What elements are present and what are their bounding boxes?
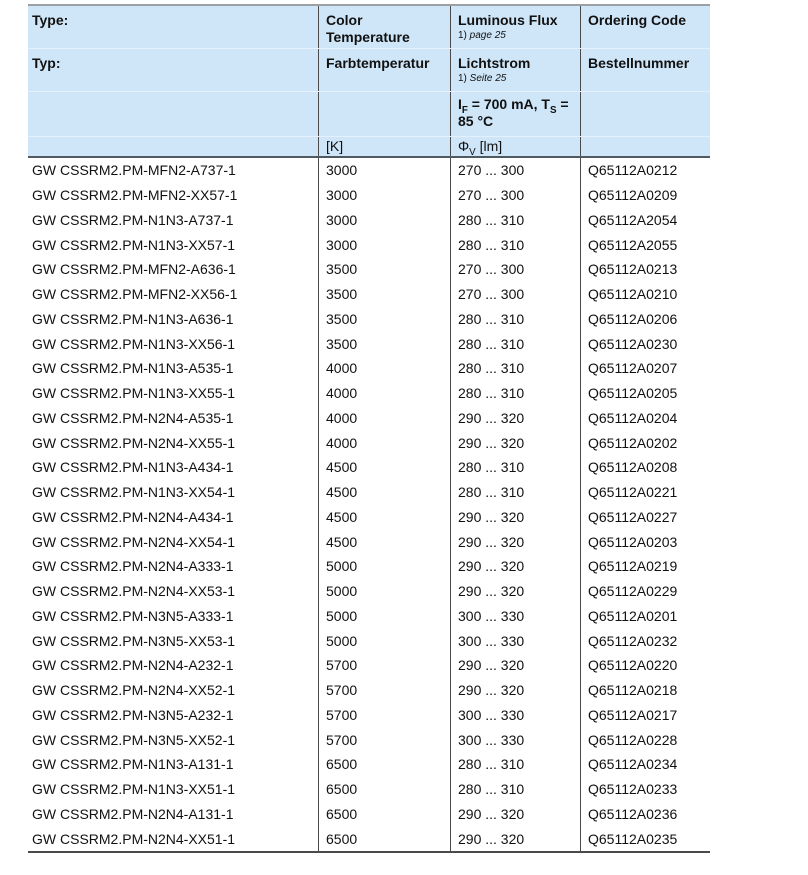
cell-color-temperature: 4000 [318, 356, 450, 381]
cell-color-temperature: 4000 [318, 430, 450, 455]
table-row [28, 381, 710, 406]
table-row [28, 678, 710, 703]
cell-color-temperature: 3000 [318, 158, 450, 183]
cell-ordering-code: Q65112A0234 [580, 752, 710, 777]
cell-luminous-flux: 280 ... 310 [450, 455, 580, 480]
cell-color-temperature: 6500 [318, 752, 450, 777]
cell-type: GW CSSRM2.PM-N2N4-A434-1 [32, 508, 234, 525]
table-row [28, 628, 710, 653]
cell-luminous-flux: 300 ... 330 [450, 727, 580, 752]
table-row [28, 579, 710, 604]
cell-color-temperature: 3500 [318, 331, 450, 356]
table-row [28, 752, 710, 777]
header-empty-cell [318, 92, 450, 136]
cell-luminous-flux: 280 ... 310 [450, 777, 580, 802]
cell-luminous-flux: 270 ... 300 [450, 282, 580, 307]
cell-ordering-code: Q65112A0217 [580, 703, 710, 728]
header-empty-cell [28, 92, 318, 136]
cell-type: GW CSSRM2.PM-N1N3-XX56-1 [32, 335, 236, 352]
cell-type: GW CSSRM2.PM-MFN2-XX56-1 [32, 286, 238, 303]
header-empty-cell [28, 137, 318, 156]
cell-type: GW CSSRM2.PM-N3N5-A232-1 [32, 706, 234, 723]
cell-luminous-flux: 280 ... 310 [450, 752, 580, 777]
footnote-ref: 1) [458, 72, 470, 84]
table-row [28, 802, 710, 827]
cell-color-temperature: 4500 [318, 505, 450, 530]
cell-color-temperature: 3500 [318, 282, 450, 307]
cell-type: GW CSSRM2.PM-N2N4-XX51-1 [32, 830, 236, 847]
cell-color-temperature: 5700 [318, 703, 450, 728]
table-row [28, 826, 710, 851]
header-luminous-flux-en-title: Luminous Flux [458, 12, 558, 28]
cell-color-temperature: 3000 [318, 183, 450, 208]
table-row [28, 158, 710, 183]
header-color-temperature-en: Color Temperature [318, 6, 450, 48]
cell-luminous-flux: 290 ... 320 [450, 554, 580, 579]
cell-ordering-code: Q65112A0235 [580, 826, 710, 851]
cell-type: GW CSSRM2.PM-N1N3-XX55-1 [32, 385, 236, 402]
cell-color-temperature: 4500 [318, 480, 450, 505]
cell-luminous-flux: 270 ... 300 [450, 257, 580, 282]
table-row [28, 777, 710, 802]
cell-luminous-flux: 270 ... 300 [450, 158, 580, 183]
cell-ordering-code: Q65112A0221 [580, 480, 710, 505]
condition-subscript: S [549, 104, 557, 116]
product-ordering-table [28, 4, 710, 853]
cell-ordering-code: Q65112A0206 [580, 307, 710, 332]
table-row [28, 505, 710, 530]
table-row [28, 480, 710, 505]
cell-ordering-code: Q65112A0203 [580, 529, 710, 554]
cell-luminous-flux: 290 ... 320 [450, 529, 580, 554]
table-row [28, 307, 710, 332]
cell-type: GW CSSRM2.PM-N1N3-A535-1 [32, 360, 234, 377]
cell-ordering-code: Q65112A0210 [580, 282, 710, 307]
cell-type: GW CSSRM2.PM-N3N5-XX53-1 [32, 632, 236, 649]
header-row-conditions [28, 91, 710, 136]
cell-ordering-code: Q65112A0230 [580, 331, 710, 356]
cell-type: GW CSSRM2.PM-N1N3-A434-1 [32, 459, 234, 476]
cell-ordering-code: Q65112A0207 [580, 356, 710, 381]
cell-color-temperature: 5000 [318, 554, 450, 579]
cell-luminous-flux: 280 ... 310 [450, 480, 580, 505]
phi-subscript: V [469, 146, 476, 158]
header-luminous-flux-en [450, 6, 580, 48]
cell-type: GW CSSRM2.PM-MFN2-XX57-1 [32, 187, 238, 204]
cell-type: GW CSSRM2.PM-N1N3-XX51-1 [32, 781, 236, 798]
table-row [28, 232, 710, 257]
table-row [28, 455, 710, 480]
cell-type: GW CSSRM2.PM-N2N4-A131-1 [32, 805, 234, 822]
cell-luminous-flux: 270 ... 300 [450, 183, 580, 208]
cell-luminous-flux: 300 ... 330 [450, 628, 580, 653]
condition-text: = 700 mA, T [467, 96, 550, 112]
cell-luminous-flux: 290 ... 320 [450, 430, 580, 455]
cell-ordering-code: Q65112A0208 [580, 455, 710, 480]
cell-type: GW CSSRM2.PM-N1N3-A131-1 [32, 756, 234, 773]
cell-color-temperature: 4500 [318, 529, 450, 554]
cell-ordering-code: Q65112A0219 [580, 554, 710, 579]
cell-luminous-flux: 280 ... 310 [450, 307, 580, 332]
cell-ordering-code: Q65112A0229 [580, 579, 710, 604]
cell-color-temperature: 5000 [318, 604, 450, 629]
table-row [28, 282, 710, 307]
cell-ordering-code: Q65112A0236 [580, 802, 710, 827]
cell-type: GW CSSRM2.PM-N1N3-XX57-1 [32, 236, 236, 253]
cell-luminous-flux: 290 ... 320 [450, 579, 580, 604]
table-header [28, 6, 710, 158]
cell-ordering-code: Q65112A0233 [580, 777, 710, 802]
cell-color-temperature: 5000 [318, 628, 450, 653]
table-row [28, 356, 710, 381]
cell-ordering-code: Q65112A0201 [580, 604, 710, 629]
header-luminous-flux-de-title: Lichtstrom [458, 55, 531, 71]
cell-color-temperature: 5700 [318, 653, 450, 678]
header-ordering-code-en: Ordering Code [580, 6, 710, 48]
cell-luminous-flux: 280 ... 310 [450, 381, 580, 406]
cell-type: GW CSSRM2.PM-N1N3-XX54-1 [32, 484, 236, 501]
cell-ordering-code: Q65112A0205 [580, 381, 710, 406]
cell-luminous-flux: 280 ... 310 [450, 232, 580, 257]
cell-color-temperature: 6500 [318, 802, 450, 827]
table-row [28, 257, 710, 282]
cell-color-temperature: 4000 [318, 406, 450, 431]
cell-ordering-code: Q65112A0204 [580, 406, 710, 431]
header-row-english [28, 6, 710, 48]
cell-luminous-flux: 290 ... 320 [450, 406, 580, 431]
cell-luminous-flux: 290 ... 320 [450, 505, 580, 530]
cell-luminous-flux: 290 ... 320 [450, 678, 580, 703]
condition-text: I [458, 96, 462, 112]
cell-ordering-code: Q65112A0227 [580, 505, 710, 530]
table-body [28, 158, 710, 853]
footnote-text-de: Seite 25 [469, 72, 507, 84]
header-type-de: Typ: [32, 55, 61, 71]
cell-type: GW CSSRM2.PM-N1N3-A636-1 [32, 310, 234, 327]
cell-type: GW CSSRM2.PM-N2N4-A333-1 [32, 558, 234, 575]
cell-color-temperature: 3500 [318, 257, 450, 282]
cell-ordering-code: Q65112A0220 [580, 653, 710, 678]
cell-luminous-flux: 280 ... 310 [450, 331, 580, 356]
header-row-units [28, 136, 710, 156]
table-row [28, 331, 710, 356]
cell-type: GW CSSRM2.PM-N2N4-A535-1 [32, 409, 234, 426]
cell-luminous-flux: 300 ... 330 [450, 604, 580, 629]
cell-type: GW CSSRM2.PM-N2N4-XX53-1 [32, 583, 236, 600]
cell-color-temperature: 5700 [318, 678, 450, 703]
cell-luminous-flux: 280 ... 310 [450, 356, 580, 381]
footnote-ref: 1) [458, 29, 470, 41]
cell-color-temperature: 6500 [318, 777, 450, 802]
cell-color-temperature: 4000 [318, 381, 450, 406]
cell-ordering-code: Q65112A0232 [580, 628, 710, 653]
cell-type: GW CSSRM2.PM-N3N5-A333-1 [32, 607, 234, 624]
cell-ordering-code: Q65112A0212 [580, 158, 710, 183]
condition-subscript: F [461, 104, 468, 116]
header-luminous-flux-de [450, 49, 580, 91]
cell-ordering-code: Q65112A0228 [580, 727, 710, 752]
header-ordering-code-de: Bestellnummer [580, 49, 710, 91]
table-row [28, 727, 710, 752]
cell-ordering-code: Q65112A2054 [580, 208, 710, 233]
cell-color-temperature: 3000 [318, 232, 450, 257]
cell-ordering-code: Q65112A0213 [580, 257, 710, 282]
flux-test-condition [450, 92, 580, 136]
header-empty-cell [580, 137, 710, 156]
table-row [28, 554, 710, 579]
table-row [28, 406, 710, 431]
header-row-german [28, 48, 710, 91]
cell-type: GW CSSRM2.PM-N2N4-XX52-1 [32, 682, 236, 699]
table-row [28, 604, 710, 629]
cell-ordering-code: Q65112A0202 [580, 430, 710, 455]
cell-ordering-code: Q65112A0218 [580, 678, 710, 703]
table-row [28, 653, 710, 678]
color-temperature-unit: [K] [318, 137, 450, 156]
cell-type: GW CSSRM2.PM-N1N3-A737-1 [32, 211, 234, 228]
cell-luminous-flux: 290 ... 320 [450, 653, 580, 678]
table-row [28, 529, 710, 554]
flux-unit [450, 137, 580, 156]
header-color-temperature-de: Farbtemperatur [318, 49, 450, 91]
header-type-en: Type: [32, 12, 69, 28]
cell-type: GW CSSRM2.PM-N2N4-XX55-1 [32, 434, 236, 451]
footnote-text-en: page 25 [469, 29, 506, 41]
cell-color-temperature: 3500 [318, 307, 450, 332]
cell-type: GW CSSRM2.PM-MFN2-A737-1 [32, 162, 236, 179]
condition-text: = [556, 96, 569, 112]
table-row [28, 183, 710, 208]
cell-color-temperature: 6500 [318, 826, 450, 851]
cell-type: GW CSSRM2.PM-N2N4-XX54-1 [32, 533, 236, 550]
header-empty-cell [580, 92, 710, 136]
cell-luminous-flux: 300 ... 330 [450, 703, 580, 728]
cell-luminous-flux: 290 ... 320 [450, 826, 580, 851]
phi-symbol: Φ [458, 138, 470, 154]
table-row [28, 208, 710, 233]
flux-footnote-en [458, 30, 574, 42]
cell-color-temperature: 5700 [318, 727, 450, 752]
cell-ordering-code: Q65112A0209 [580, 183, 710, 208]
flux-unit-bracket: [lm] [475, 138, 503, 154]
flux-footnote-de [458, 73, 574, 85]
cell-type: GW CSSRM2.PM-N3N5-XX52-1 [32, 731, 236, 748]
cell-luminous-flux: 290 ... 320 [450, 802, 580, 827]
condition-text-line2: 85 °C [458, 112, 494, 129]
cell-color-temperature: 4500 [318, 455, 450, 480]
cell-type: GW CSSRM2.PM-MFN2-A636-1 [32, 261, 236, 278]
cell-ordering-code: Q65112A2055 [580, 232, 710, 257]
table-row [28, 703, 710, 728]
cell-luminous-flux: 280 ... 310 [450, 208, 580, 233]
table-row [28, 430, 710, 455]
cell-color-temperature: 5000 [318, 579, 450, 604]
cell-color-temperature: 3000 [318, 208, 450, 233]
cell-type: GW CSSRM2.PM-N2N4-A232-1 [32, 657, 234, 674]
